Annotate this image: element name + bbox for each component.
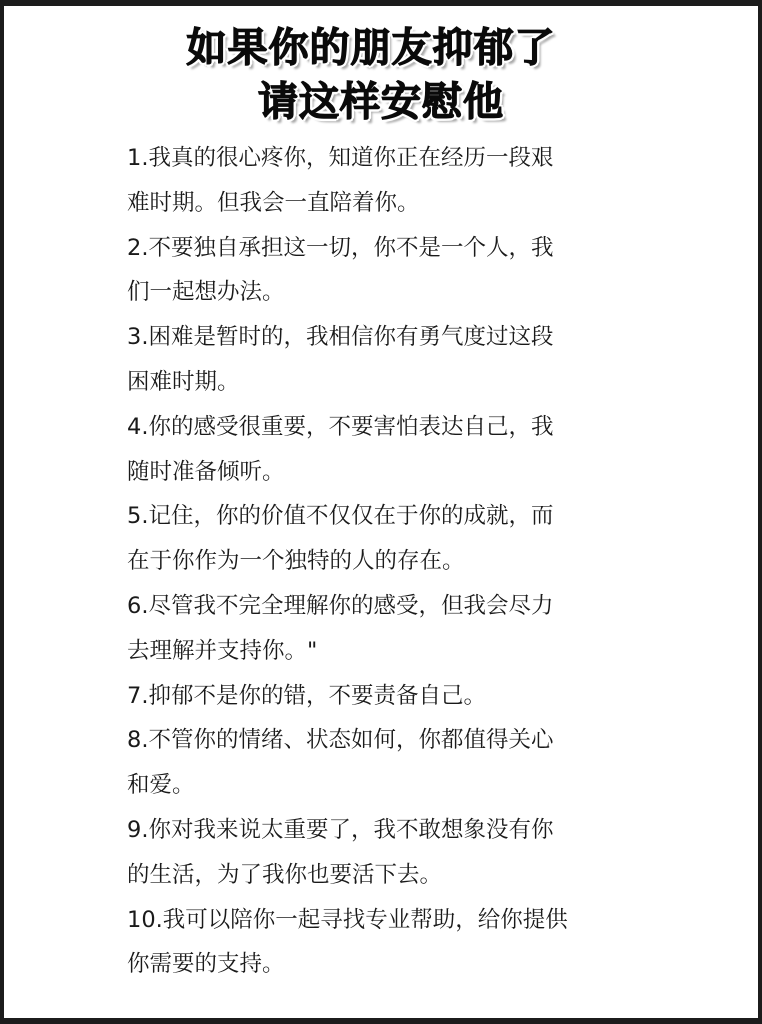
list-item-line: 在于你作为一个独特的人的存在。	[127, 548, 465, 575]
comfort-phrase-list	[127, 136, 727, 987]
list-item	[127, 584, 727, 674]
list-item-line: 们一起想办法。	[127, 279, 285, 306]
list-item-line: 7.抑郁不是你的错，不要责备自己。	[127, 682, 486, 709]
list-item	[127, 405, 727, 495]
list-item-line: 2.不要独自承担这一切，你不是一个人，我	[127, 234, 554, 261]
list-item-line: 1.我真的很心疼你，知道你正在经历一段艰	[127, 145, 554, 171]
list-item-line: 8.不管你的情绪、状态如何，你都值得关心	[127, 727, 554, 754]
list-item	[127, 674, 727, 719]
list-item-line: 10.我可以陪你一起寻找专业帮助，给你提供	[127, 906, 568, 933]
list-item-line: 9.你对我来说太重要了，我不敢想象没有你	[127, 816, 554, 843]
list-item	[127, 808, 727, 898]
list-item-line: 困难时期。	[127, 368, 240, 395]
list-item-line: 4.你的感受很重要，不要害怕表达自己，我	[127, 413, 554, 440]
list-item-line: 难时期。但我会一直陪着你。	[127, 189, 420, 216]
list-item-line: 的生活，为了我你也要活下去。	[127, 861, 443, 888]
list-item-line: 6.尽管我不完全理解你的感受，但我会尽力	[127, 592, 554, 619]
list-item	[127, 315, 727, 405]
list-item-line: 随时准备倾听。	[127, 458, 285, 485]
list-item-line: 你需要的支持。	[127, 951, 285, 978]
list-item-line: 3.困难是暂时的，我相信你有勇气度过这段	[127, 324, 554, 351]
list-item	[127, 494, 727, 584]
list-item-line: 和爱。	[127, 772, 195, 799]
list-item	[127, 136, 727, 226]
list-item-line: 5.记住，你的价值不仅仅在于你的成就，而	[127, 503, 554, 530]
page-title: 如果你的朋友抑郁了	[186, 25, 556, 71]
list-item	[127, 898, 727, 988]
list-item	[127, 718, 727, 808]
list-item-line: 去理解并支持你。"	[127, 637, 318, 664]
list-item	[127, 226, 727, 316]
page-subtitle: 请这样安慰他	[258, 79, 504, 125]
document-page	[4, 6, 758, 1018]
